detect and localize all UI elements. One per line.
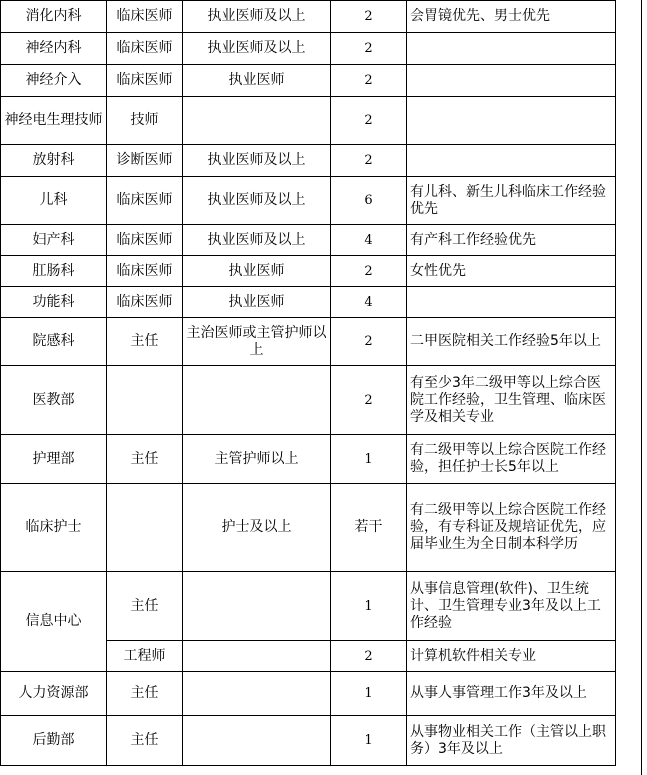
qualification-cell: 护士及以上	[183, 484, 331, 572]
requirement-cell	[407, 33, 616, 65]
qualification-cell	[183, 672, 331, 716]
requirement-cell	[407, 65, 616, 97]
headcount-cell: 4	[331, 287, 407, 318]
headcount-cell: 2	[331, 145, 407, 177]
department-cell: 儿科	[1, 177, 107, 225]
headcount-cell: 若干	[331, 484, 407, 572]
headcount-cell: 1	[331, 572, 407, 641]
department-cell: 妇产科	[1, 225, 107, 256]
department-cell: 神经介入	[1, 65, 107, 97]
requirement-cell: 计算机软件相关专业	[407, 641, 616, 672]
position-cell: 临床医师	[107, 225, 183, 256]
department-cell: 神经内科	[1, 33, 107, 65]
headcount-cell: 2	[331, 318, 407, 366]
department-cell: 护理部	[1, 435, 107, 484]
requirement-cell: 有二级甲等以上综合医院工作经验，有专科证及规培证优先，应届毕业生为全日制本科学历	[407, 484, 616, 572]
headcount-cell: 2	[331, 256, 407, 287]
requirement-cell: 从事物业相关工作（主管以上职务）3年及以上	[407, 716, 616, 766]
department-cell: 信息中心	[1, 572, 107, 672]
qualification-cell: 执业医师及以上	[183, 225, 331, 256]
position-cell: 主任	[107, 572, 183, 641]
headcount-cell: 2	[331, 1, 407, 33]
headcount-cell: 2	[331, 97, 407, 145]
qualification-cell	[183, 716, 331, 766]
page-edge-line	[641, 0, 642, 775]
position-cell: 工程师	[107, 641, 183, 672]
position-cell: 主任	[107, 435, 183, 484]
qualification-cell: 执业医师及以上	[183, 33, 331, 65]
position-cell: 主任	[107, 318, 183, 366]
table-row	[1, 33, 616, 65]
table-row	[1, 225, 616, 256]
department-cell: 后勤部	[1, 716, 107, 766]
department-cell: 院感科	[1, 318, 107, 366]
position-cell: 技师	[107, 97, 183, 145]
table-row	[1, 672, 616, 716]
department-cell: 功能科	[1, 287, 107, 318]
headcount-cell: 2	[331, 366, 407, 435]
requirement-cell: 二甲医院相关工作经验5年以上	[407, 318, 616, 366]
headcount-cell: 6	[331, 177, 407, 225]
headcount-cell: 1	[331, 716, 407, 766]
qualification-cell: 执业医师及以上	[183, 145, 331, 177]
requirement-cell: 有产科工作经验优先	[407, 225, 616, 256]
headcount-cell: 2	[331, 641, 407, 672]
department-cell: 放射科	[1, 145, 107, 177]
table-row	[1, 256, 616, 287]
department-cell: 人力资源部	[1, 672, 107, 716]
table-row	[1, 366, 616, 435]
table-row	[1, 145, 616, 177]
qualification-cell: 执业医师及以上	[183, 177, 331, 225]
department-cell: 临床护士	[1, 484, 107, 572]
requirement-cell: 女性优先	[407, 256, 616, 287]
headcount-cell: 4	[331, 225, 407, 256]
position-cell: 主任	[107, 716, 183, 766]
headcount-cell: 1	[331, 435, 407, 484]
position-cell	[107, 366, 183, 435]
qualification-cell	[183, 366, 331, 435]
table-row	[1, 177, 616, 225]
table-row	[1, 318, 616, 366]
position-cell: 临床医师	[107, 33, 183, 65]
table-row	[1, 572, 616, 641]
table-row	[1, 484, 616, 572]
department-cell: 神经电生理技师	[1, 97, 107, 145]
headcount-cell: 1	[331, 672, 407, 716]
qualification-cell: 执业医师及以上	[183, 1, 331, 33]
requirement-cell	[407, 287, 616, 318]
qualification-cell	[183, 641, 331, 672]
headcount-cell: 2	[331, 65, 407, 97]
requirement-cell: 从事信息管理(软件)、卫生统计、卫生管理专业3年及以上工作经验	[407, 572, 616, 641]
table-row	[1, 65, 616, 97]
position-cell: 主任	[107, 672, 183, 716]
qualification-cell	[183, 572, 331, 641]
qualification-cell: 执业医师	[183, 65, 331, 97]
department-cell: 肛肠科	[1, 256, 107, 287]
position-cell: 临床医师	[107, 177, 183, 225]
position-cell: 临床医师	[107, 256, 183, 287]
position-cell: 临床医师	[107, 1, 183, 33]
requirement-cell: 会胃镜优先、男士优先	[407, 1, 616, 33]
position-cell: 临床医师	[107, 65, 183, 97]
position-cell: 诊断医师	[107, 145, 183, 177]
department-cell: 消化内科	[1, 1, 107, 33]
requirement-cell	[407, 145, 616, 177]
requirement-cell: 有二级甲等以上综合医院工作经验，担任护士长5年以上	[407, 435, 616, 484]
requirement-cell	[407, 97, 616, 145]
table-row	[1, 435, 616, 484]
requirement-cell: 有至少3年二级甲等以上综合医院工作经验，卫生管理、临床医学及相关专业	[407, 366, 616, 435]
qualification-cell: 执业医师	[183, 287, 331, 318]
qualification-cell: 执业医师	[183, 256, 331, 287]
requirement-cell: 从事人事管理工作3年及以上	[407, 672, 616, 716]
headcount-cell: 2	[331, 33, 407, 65]
qualification-cell: 主管护师以上	[183, 435, 331, 484]
table-row	[1, 1, 616, 33]
qualification-cell: 主治医师或主管护师以上	[183, 318, 331, 366]
table-row	[1, 97, 616, 145]
position-cell	[107, 484, 183, 572]
qualification-cell	[183, 97, 331, 145]
table-row	[1, 716, 616, 766]
department-cell: 医教部	[1, 366, 107, 435]
position-cell: 临床医师	[107, 287, 183, 318]
requirement-cell: 有儿科、新生儿科临床工作经验优先	[407, 177, 616, 225]
table-row	[1, 287, 616, 318]
